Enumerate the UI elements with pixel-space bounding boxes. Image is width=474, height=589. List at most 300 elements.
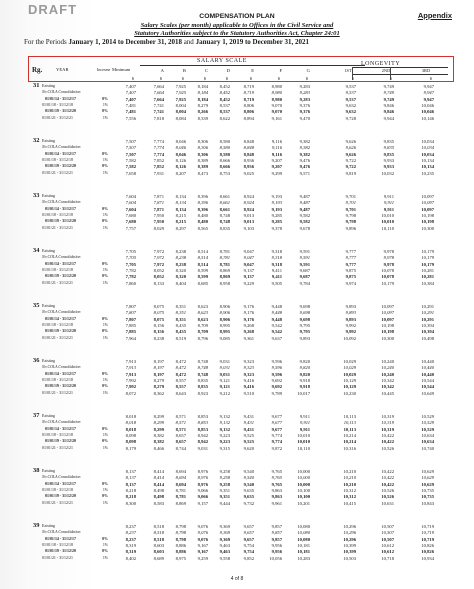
salary-col-header-d: D xyxy=(226,68,230,73)
increase-cell: 0% xyxy=(102,151,108,156)
salary-value-cell: 8,781 xyxy=(219,255,230,261)
salary-value-cell: 7,604 xyxy=(125,200,136,206)
salary-value-cell: 8,580 xyxy=(219,139,230,144)
salary-value-cell: 9,487 xyxy=(299,200,310,206)
year-cell: Existing xyxy=(42,304,55,308)
salary-value-cell: 8,238 xyxy=(175,261,186,267)
salary-value-cell: 9,835 xyxy=(383,145,394,151)
draft-watermark: DRAFT xyxy=(28,2,78,17)
salary-value-cell: 10,503 xyxy=(343,555,356,561)
salary-value-cell: 9,698 xyxy=(299,304,310,309)
salary-value-cell: 8,137 xyxy=(125,481,136,487)
salary-value-cell: 7,972 xyxy=(153,249,164,254)
salary-value-cell: 9,076 xyxy=(197,524,208,529)
salary-value-cell: 9,911 xyxy=(299,426,310,432)
increase-cell: 1% xyxy=(102,102,108,107)
increase-cell: 0% xyxy=(102,536,108,541)
salary-value-cell: 8,719 xyxy=(243,90,254,96)
salary-value-cell: 8,518 xyxy=(153,530,164,536)
salary-value-cell: 9,774 xyxy=(271,432,282,438)
salary-value-cell: 10,422 xyxy=(381,469,394,474)
salary-value-cell: 9,765 xyxy=(271,469,282,474)
table-row xyxy=(0,84,474,90)
salary-value-cell: 8,320 xyxy=(175,274,186,280)
salary-value-cell: 9,635 xyxy=(243,487,254,493)
salary-value-cell: 9,992 xyxy=(345,322,356,328)
table-row xyxy=(0,97,474,103)
salary-value-cell: 9,259 xyxy=(197,555,208,561)
salary-value-cell: 9,176 xyxy=(243,304,254,309)
salary-value-cell: 8,351 xyxy=(175,304,186,309)
increase-cell: 1% xyxy=(102,170,108,175)
salary-value-cell: 9,591 xyxy=(299,261,310,267)
salary-value-cell: 8,657 xyxy=(175,439,186,445)
salary-value-cell: 10,240 xyxy=(381,371,394,377)
salary-value-cell: 8,835 xyxy=(219,225,230,231)
salary-value-cell: 9,835 xyxy=(383,139,394,144)
salary-value-cell: 8,748 xyxy=(197,365,208,371)
salary-value-cell: 10,100 xyxy=(297,487,310,493)
salary-value-cell: 8,414 xyxy=(153,469,164,474)
salary-value-cell: 9,283 xyxy=(299,90,310,96)
salary-value-cell: 10,342 xyxy=(381,377,394,383)
salary-value-cell: 8,796 xyxy=(197,335,208,341)
salary-value-cell: 9,223 xyxy=(219,439,230,445)
salary-value-cell: 8,781 xyxy=(219,249,230,254)
salary-value-cell: 10,291 xyxy=(421,304,434,309)
salary-value-cell: 9,992 xyxy=(345,329,356,335)
salary-value-cell: 9,820 xyxy=(299,371,310,377)
salary-value-cell: 8,279 xyxy=(153,377,164,383)
salary-value-cell: 9,947 xyxy=(423,90,434,96)
salary-value-cell: 9,132 xyxy=(219,426,230,432)
salary-value-cell: 10,000 xyxy=(297,469,310,474)
salary-value-cell: 7,852 xyxy=(153,164,164,170)
increase-cell: 1% xyxy=(102,335,108,340)
year-cell: 01/01/19 - 31/12/20 xyxy=(45,164,76,169)
table-row xyxy=(0,365,474,371)
salary-value-cell: 9,258 xyxy=(219,469,230,474)
salary-value-cell: 9,687 xyxy=(299,267,310,273)
salary-scale-header: SALARY SCALE xyxy=(197,58,247,64)
salary-value-cell: 9,448 xyxy=(271,316,282,322)
salary-value-cell: 8,319 xyxy=(125,542,136,548)
increase-cell: 0% xyxy=(102,371,108,376)
table-row xyxy=(0,171,474,177)
salary-value-cell: 7,680 xyxy=(125,212,136,218)
salary-value-cell: 9,070 xyxy=(271,102,282,108)
salary-value-cell: 10,017 xyxy=(297,390,310,396)
salary-value-cell: 9,795 xyxy=(299,329,310,335)
salary-value-cell: 10,179 xyxy=(381,280,394,286)
table-row xyxy=(0,439,474,445)
salary-value-cell: 8,207 xyxy=(175,170,186,176)
salary-value-cell: 10,029 xyxy=(343,365,356,371)
salary-value-cell: 7,950 xyxy=(153,212,164,218)
table-row xyxy=(0,524,474,530)
increase-cell: 1% xyxy=(102,377,108,382)
salary-value-cell: 9,487 xyxy=(299,194,310,199)
salary-value-cell: 8,134 xyxy=(175,206,186,212)
salary-value-cell: 9,947 xyxy=(423,84,434,89)
salary-value-cell: 9,031 xyxy=(219,371,230,377)
salary-value-cell: 8,473 xyxy=(197,170,208,176)
salary-value-cell: 9,137 xyxy=(243,274,254,280)
salary-value-cell: 10,440 xyxy=(421,365,434,371)
salary-value-cell: 10,422 xyxy=(381,481,394,487)
increase-cell: 1% xyxy=(102,322,108,327)
salary-value-cell: 10,134 xyxy=(421,157,434,163)
salary-value-cell: 10,181 xyxy=(297,549,310,555)
table-row xyxy=(0,530,474,536)
table-row xyxy=(0,310,474,316)
salary-value-cell: 8,238 xyxy=(153,335,164,341)
subtitle-line-2: Statutory Authorities subject to the Statutory Authorities Act, Chapter 24:01 xyxy=(134,30,340,37)
salary-value-cell: 10,296 xyxy=(343,524,356,529)
salary-value-cell: 10,826 xyxy=(421,542,434,548)
salary-value-cell: 8,583 xyxy=(153,500,164,506)
salary-value-cell: 8,306 xyxy=(197,151,208,157)
salary-value-cell: 8,414 xyxy=(153,475,164,481)
increase-cell: 0% xyxy=(102,261,108,266)
salary-value-cell: 7,807 xyxy=(125,304,136,309)
year-cell: 01/01/14 - 31/12/17 xyxy=(45,481,76,486)
salary-value-cell: 8,623 xyxy=(197,310,208,316)
table-row xyxy=(0,488,474,494)
salary-value-cell: 9,470 xyxy=(299,115,310,121)
salary-value-cell: 9,411 xyxy=(271,267,282,273)
salary-value-cell: 8,643 xyxy=(175,390,186,396)
year-cell: No COLA Consolidation xyxy=(42,200,81,205)
salary-value-cell: 8,599 xyxy=(197,267,208,273)
table-row xyxy=(0,427,474,433)
range-number: 32 xyxy=(33,137,40,144)
increase-cell: 0% xyxy=(102,316,108,321)
salary-value-cell: 9,947 xyxy=(423,96,434,102)
increase-cell: 0% xyxy=(102,109,108,114)
salary-value-cell: 9,382 xyxy=(299,145,310,151)
salary-value-cell: 9,698 xyxy=(299,310,310,316)
salary-value-cell: 8,382 xyxy=(153,439,164,445)
year-cell: Existing xyxy=(42,414,55,418)
salary-value-cell: 10,000 xyxy=(297,475,310,481)
salary-value-cell: 10,319 xyxy=(381,420,394,426)
salary-value-cell: 9,728 xyxy=(345,115,356,121)
salary-value-cell: 8,389 xyxy=(197,157,208,163)
salary-value-cell: 9,542 xyxy=(271,329,282,335)
increase-cell: 1% xyxy=(102,500,108,505)
salary-value-cell: 8,685 xyxy=(197,280,208,286)
longevity-col-header-1: 1ST xyxy=(344,68,352,73)
salary-value-cell: 8,018 xyxy=(125,420,136,426)
salary-value-cell: 8,537 xyxy=(219,102,230,108)
salary-value-cell: 10,843 xyxy=(421,500,434,506)
salary-value-cell: 9,732 xyxy=(243,500,254,506)
salary-value-cell: 10,235 xyxy=(421,170,434,176)
salary-value-cell: 9,315 xyxy=(219,445,230,451)
salary-value-cell: 8,452 xyxy=(219,84,230,89)
table-row xyxy=(0,378,474,384)
salary-value-cell: 9,911 xyxy=(299,414,310,419)
salary-value-cell: 10,529 xyxy=(421,426,434,432)
salary-value-cell: 10,415 xyxy=(343,500,356,506)
salary-value-cell: 8,435 xyxy=(175,329,186,335)
salary-value-cell: 9,911 xyxy=(300,420,310,426)
salary-value-cell: 8,975 xyxy=(175,555,186,561)
salary-value-cell: 10,214 xyxy=(343,432,356,438)
salary-value-cell: 8,184 xyxy=(197,96,208,102)
salary-value-cell: 7,407 xyxy=(125,96,136,102)
year-cell: Existing xyxy=(42,359,55,363)
year-cell: 01/01/14 - 31/12/17 xyxy=(45,151,76,156)
salary-value-cell: 8,748 xyxy=(219,212,230,218)
salary-value-cell: 7,407 xyxy=(125,84,136,89)
salary-value-cell: 9,620 xyxy=(243,445,254,451)
salary-value-cell: 8,557 xyxy=(175,377,186,383)
salary-value-cell: 8,075 xyxy=(153,304,164,309)
salary-col-header-e: E xyxy=(251,68,254,73)
table-row xyxy=(0,145,474,151)
salary-value-cell: 8,848 xyxy=(243,145,254,151)
salary-value-cell: 8,279 xyxy=(153,384,164,390)
salary-value-cell: 10,316 xyxy=(343,445,356,451)
salary-value-cell: 7,950 xyxy=(153,219,164,225)
table-row xyxy=(0,549,474,555)
salary-value-cell: 9,351 xyxy=(219,487,230,493)
salary-value-cell: 9,176 xyxy=(243,310,254,316)
salary-value-cell: 10,032 xyxy=(381,170,394,176)
salary-value-cell: 9,820 xyxy=(299,359,310,364)
salary-value-cell: 9,857 xyxy=(271,536,282,542)
salary-value-cell: 8,498 xyxy=(153,487,164,493)
table-row xyxy=(0,158,474,164)
salary-value-cell: 8,853 xyxy=(197,426,208,432)
salary-value-cell: 10,507 xyxy=(381,536,394,542)
salary-value-cell: 8,806 xyxy=(243,109,254,115)
salary-value-cell: 9,103 xyxy=(243,225,254,231)
year-cell: No COLA Consolidation xyxy=(42,255,81,260)
salary-value-cell: 10,526 xyxy=(381,494,394,500)
range-number: 35 xyxy=(33,302,40,309)
year-cell: 01/01/19 - 31/12/20 xyxy=(45,109,76,114)
salary-value-cell: 9,076 xyxy=(197,536,208,542)
year-cell: 01/01/14 - 31/12/17 xyxy=(45,371,76,376)
salary-value-cell: 9,540 xyxy=(243,469,254,474)
table-row xyxy=(0,116,474,122)
salary-value-cell: 8,306 xyxy=(197,145,208,151)
table-row xyxy=(0,200,474,206)
increase-cell: 0% xyxy=(102,219,108,224)
salary-value-cell: 10,097 xyxy=(381,316,394,322)
salary-value-cell: 9,537 xyxy=(345,96,356,102)
salary-value-cell: 8,942 xyxy=(197,439,208,445)
year-cell: Existing xyxy=(42,194,55,198)
salary-value-cell: 9,283 xyxy=(299,84,310,89)
table-row xyxy=(0,249,474,255)
salary-value-cell: 7,741 xyxy=(153,102,164,108)
salary-value-cell: 9,444 xyxy=(219,500,230,506)
salary-value-cell: 8,514 xyxy=(197,261,208,267)
salary-value-cell: 10,507 xyxy=(381,524,394,529)
salary-value-cell: 10,544 xyxy=(421,377,434,383)
salary-value-cell: 8,923 xyxy=(197,390,208,396)
salary-value-cell: 7,481 xyxy=(125,109,136,115)
salary-value-cell: 9,258 xyxy=(219,481,230,487)
salary-value-cell: 8,709 xyxy=(197,322,208,328)
salary-value-cell: 8,018 xyxy=(125,414,136,419)
salary-value-cell: 8,835 xyxy=(197,384,208,390)
salary-value-cell: 9,754 xyxy=(243,549,254,555)
year-cell: 01/01/19 - 31/12/20 xyxy=(45,439,76,444)
year-cell: 01/01/21 - 31/12/21 xyxy=(42,115,73,120)
salary-value-cell: 10,034 xyxy=(421,145,434,151)
salary-value-cell: 9,085 xyxy=(219,335,230,341)
range-number: 37 xyxy=(33,412,40,419)
salary-value-cell: 10,300 xyxy=(421,225,434,231)
salary-value-cell: 10,422 xyxy=(381,439,394,445)
salary-value-cell: 8,835 xyxy=(197,377,208,383)
salary-value-cell: 10,046 xyxy=(421,109,434,115)
salary-value-cell: 10,080 xyxy=(297,536,310,542)
year-cell: 01/01/18 - 31/12/18 xyxy=(42,267,73,272)
salary-value-cell: 9,431 xyxy=(243,414,254,419)
table-row xyxy=(0,475,474,481)
salary-value-cell: 10,319 xyxy=(381,414,394,419)
salary-value-cell: 7,705 xyxy=(125,255,136,261)
salary-value-cell: 7,807 xyxy=(125,316,136,322)
salary-value-cell: 10,281 xyxy=(421,267,434,273)
salary-value-cell: 10,129 xyxy=(343,377,356,383)
increase-cell: 0% xyxy=(102,96,108,101)
salary-value-cell: 8,184 xyxy=(197,84,208,89)
salary-value-cell: 10,198 xyxy=(381,329,394,335)
salary-value-cell: 8,297 xyxy=(175,225,186,231)
year-cell: Existing xyxy=(42,249,55,253)
salary-value-cell: 10,544 xyxy=(421,384,434,390)
salary-value-cell: 8,046 xyxy=(175,139,186,144)
currency-sign: $ xyxy=(131,76,134,81)
salary-value-cell: 8,886 xyxy=(175,542,186,548)
salary-value-cell: 8,029 xyxy=(153,225,164,231)
salary-value-cell: 10,097 xyxy=(421,194,434,199)
increase-cell: 1% xyxy=(102,432,108,437)
salary-value-cell: 10,010 xyxy=(381,212,394,218)
salary-value-cell: 7,972 xyxy=(153,261,164,267)
salary-value-cell: 7,664 xyxy=(153,84,164,89)
salary-value-cell: 8,798 xyxy=(175,536,186,542)
salary-value-cell: 9,416 xyxy=(243,377,254,383)
salary-value-cell: 9,369 xyxy=(219,536,230,542)
salary-value-cell: 9,846 xyxy=(383,109,394,115)
salary-value-cell: 8,299 xyxy=(153,426,164,432)
salary-value-cell: 8,133 xyxy=(153,280,164,286)
salary-value-cell: 8,126 xyxy=(175,157,186,163)
range-number: 31 xyxy=(33,82,40,89)
salary-value-cell: 7,407 xyxy=(125,90,136,96)
table-row xyxy=(0,226,474,232)
salary-value-cell: 8,753 xyxy=(219,170,230,176)
year-cell: 01/01/21 - 31/12/21 xyxy=(42,445,73,450)
currency-sign: $ xyxy=(277,76,280,81)
salary-value-cell: 9,258 xyxy=(219,475,230,481)
salary-value-cell: 10,634 xyxy=(421,439,434,445)
salary-value-cell: 8,218 xyxy=(125,494,136,500)
salary-value-cell: 9,749 xyxy=(383,90,394,96)
salary-value-cell: 8,382 xyxy=(153,432,164,438)
salary-value-cell: 9,701 xyxy=(345,206,356,212)
salary-value-cell: 8,004 xyxy=(175,109,186,115)
period-1: January 1, 2014 to December 31, 2018 xyxy=(68,38,182,46)
salary-value-cell: 7,774 xyxy=(153,151,164,157)
table-row xyxy=(0,90,474,96)
salary-value-cell: 10,110 xyxy=(381,225,394,231)
year-cell: 01/01/21 - 31/12/21 xyxy=(42,555,73,560)
salary-value-cell: 9,031 xyxy=(219,365,230,371)
salary-value-cell: 10,735 xyxy=(421,494,434,500)
increase-cell: 1% xyxy=(102,542,108,547)
salary-value-cell: 8,514 xyxy=(197,249,208,254)
salary-value-cell: 10,210 xyxy=(343,481,356,487)
salary-value-cell: 7,556 xyxy=(125,115,136,121)
year-cell: No COLA Consolidation xyxy=(42,530,81,535)
table-row xyxy=(0,391,474,397)
salary-value-cell: 9,378 xyxy=(271,225,282,231)
year-cell: Existing xyxy=(42,84,55,88)
salary-value-cell: 8,184 xyxy=(197,90,208,96)
salary-value-cell: 10,399 xyxy=(343,542,356,548)
salary-col-header-f: F xyxy=(279,68,282,73)
salary-value-cell: 8,215 xyxy=(175,219,186,225)
salary-value-cell: 10,029 xyxy=(343,359,356,364)
periods-prefix: For the Periods xyxy=(24,38,69,46)
salary-value-cell: 7,992 xyxy=(125,377,136,383)
year-cell: 01/01/18 - 31/12/18 xyxy=(42,487,73,492)
salary-value-cell: 10,198 xyxy=(381,322,394,328)
salary-value-cell: 10,529 xyxy=(421,420,434,426)
salary-value-cell: 10,113 xyxy=(343,426,356,432)
year-cell: 01/01/19 - 31/12/20 xyxy=(45,329,76,334)
salary-value-cell: 9,212 xyxy=(219,390,230,396)
year-cell: 01/01/21 - 31/12/21 xyxy=(42,335,73,340)
table-row xyxy=(0,494,474,500)
salary-value-cell: 9,911 xyxy=(384,200,394,206)
salary-value-cell: 8,435 xyxy=(175,322,186,328)
salary-value-cell: 7,705 xyxy=(125,261,136,267)
salary-value-cell: 8,936 xyxy=(243,164,254,170)
increase-cell: 1% xyxy=(102,212,108,217)
salary-value-cell: 8,719 xyxy=(243,84,254,89)
salary-value-cell: 8,480 xyxy=(197,219,208,225)
salary-value-cell: 9,013 xyxy=(243,212,254,218)
table-row xyxy=(0,317,474,323)
salary-value-cell: 8,215 xyxy=(175,212,186,218)
salary-value-cell: 7,925 xyxy=(175,90,186,96)
table-row xyxy=(0,274,474,280)
salary-value-cell: 9,157 xyxy=(197,500,208,506)
salary-value-cell: 8,924 xyxy=(243,206,254,212)
table-row xyxy=(0,501,474,507)
salary-value-cell: 8,537 xyxy=(219,109,230,115)
salary-value-cell: 8,980 xyxy=(271,90,282,96)
table-row xyxy=(0,329,474,335)
salary-value-cell: 8,781 xyxy=(219,261,230,267)
salary-value-cell: 10,394 xyxy=(421,322,434,328)
page-number: 4 of 8 xyxy=(230,576,244,582)
salary-value-cell: 9,701 xyxy=(345,194,356,199)
salary-value-cell: 8,237 xyxy=(125,530,136,536)
salary-value-cell: 8,218 xyxy=(125,487,136,493)
salary-value-cell: 10,146 xyxy=(421,115,434,121)
